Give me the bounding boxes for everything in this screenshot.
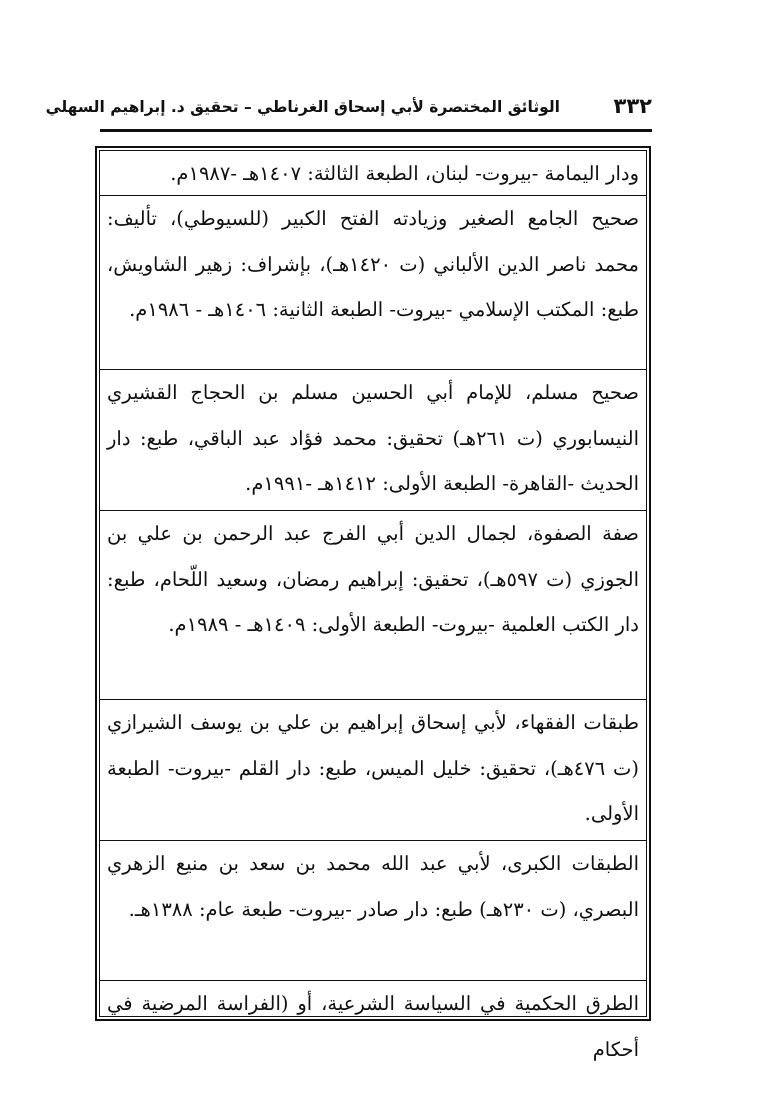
bibliography-entry xyxy=(100,151,646,196)
bibliography-entry xyxy=(100,370,646,511)
bibliography-entry xyxy=(100,511,646,700)
bibliography-list xyxy=(99,150,647,1061)
entry-text: ودار اليمامة -بيروت- لبنان، الطبعة الثالثة: ١٤٠٧هـ -١٩٨٧م. xyxy=(170,162,639,185)
bibliography-entry xyxy=(100,196,646,370)
header-rule xyxy=(100,129,652,132)
bibliography-entry xyxy=(100,981,646,1072)
bibliography-frame xyxy=(95,146,651,1061)
bibliography-entry xyxy=(100,841,646,981)
bibliography-entry xyxy=(100,700,646,841)
entry-text: طبقات الفقهاء، لأبي إسحاق إبراهيم بن علي بن يوسف الشيرازي (ت ٤٧٦هـ)، تحقيق: خليل الميس، طبع: دار القلم -بيروت- الطبعة الأولى. xyxy=(107,711,639,825)
page-number: ٣٣٢ xyxy=(613,94,652,118)
running-title: الوثائق المختصرة لأبي إسحاق الغرناطي – تحقيق د. إبراهيم السهلي xyxy=(45,98,560,116)
entry-text: الطرق الحكمية في السياسة الشرعية، أو (الفراسة المرضية في أحكام xyxy=(107,992,639,1061)
entry-text: الطبقات الكبرى، لأبي عبد الله محمد بن سعد بن منيع الزهري البصري، (ت ٢٣٠هـ) طبع: دار صادر -بيروت- طبعة عام: ١٣٨٨هـ. xyxy=(107,852,639,921)
page-header xyxy=(45,92,652,126)
entry-text: صفة الصفوة، لجمال الدين أبي الفرج عبد الرحمن بن علي بن الجوزي (ت ٥٩٧هـ)، تحقيق: إبراهيم رمضان، وسعيد اللّحام، طبع: دار الكتب العلمية -بيروت- الطبعة الأولى: ١٤٠٩هـ - ١٩٨٩م. xyxy=(107,522,639,636)
entry-text: صحيح مسلم، للإمام أبي الحسين مسلم بن الحجاج القشيري النيسابوري (ت ٢٦١هـ) تحقيق: محمد فؤاد عبد الباقي، طبع: دار الحديث -القاهرة- الطبعة الأولى: ١٤١٢هـ -١٩٩١م. xyxy=(107,381,639,495)
entry-text: صحيح الجامع الصغير وزيادته الفتح الكبير (للسيوطي)، تأليف: محمد ناصر الدين الألباني (ت ١٤٢٠هـ)، بإشراف: زهير الشاويش، طبع: المكتب الإسلامي -بيروت- الطبعة الثانية: ١٤٠٦هـ - ١٩٨٦م. xyxy=(107,207,640,321)
